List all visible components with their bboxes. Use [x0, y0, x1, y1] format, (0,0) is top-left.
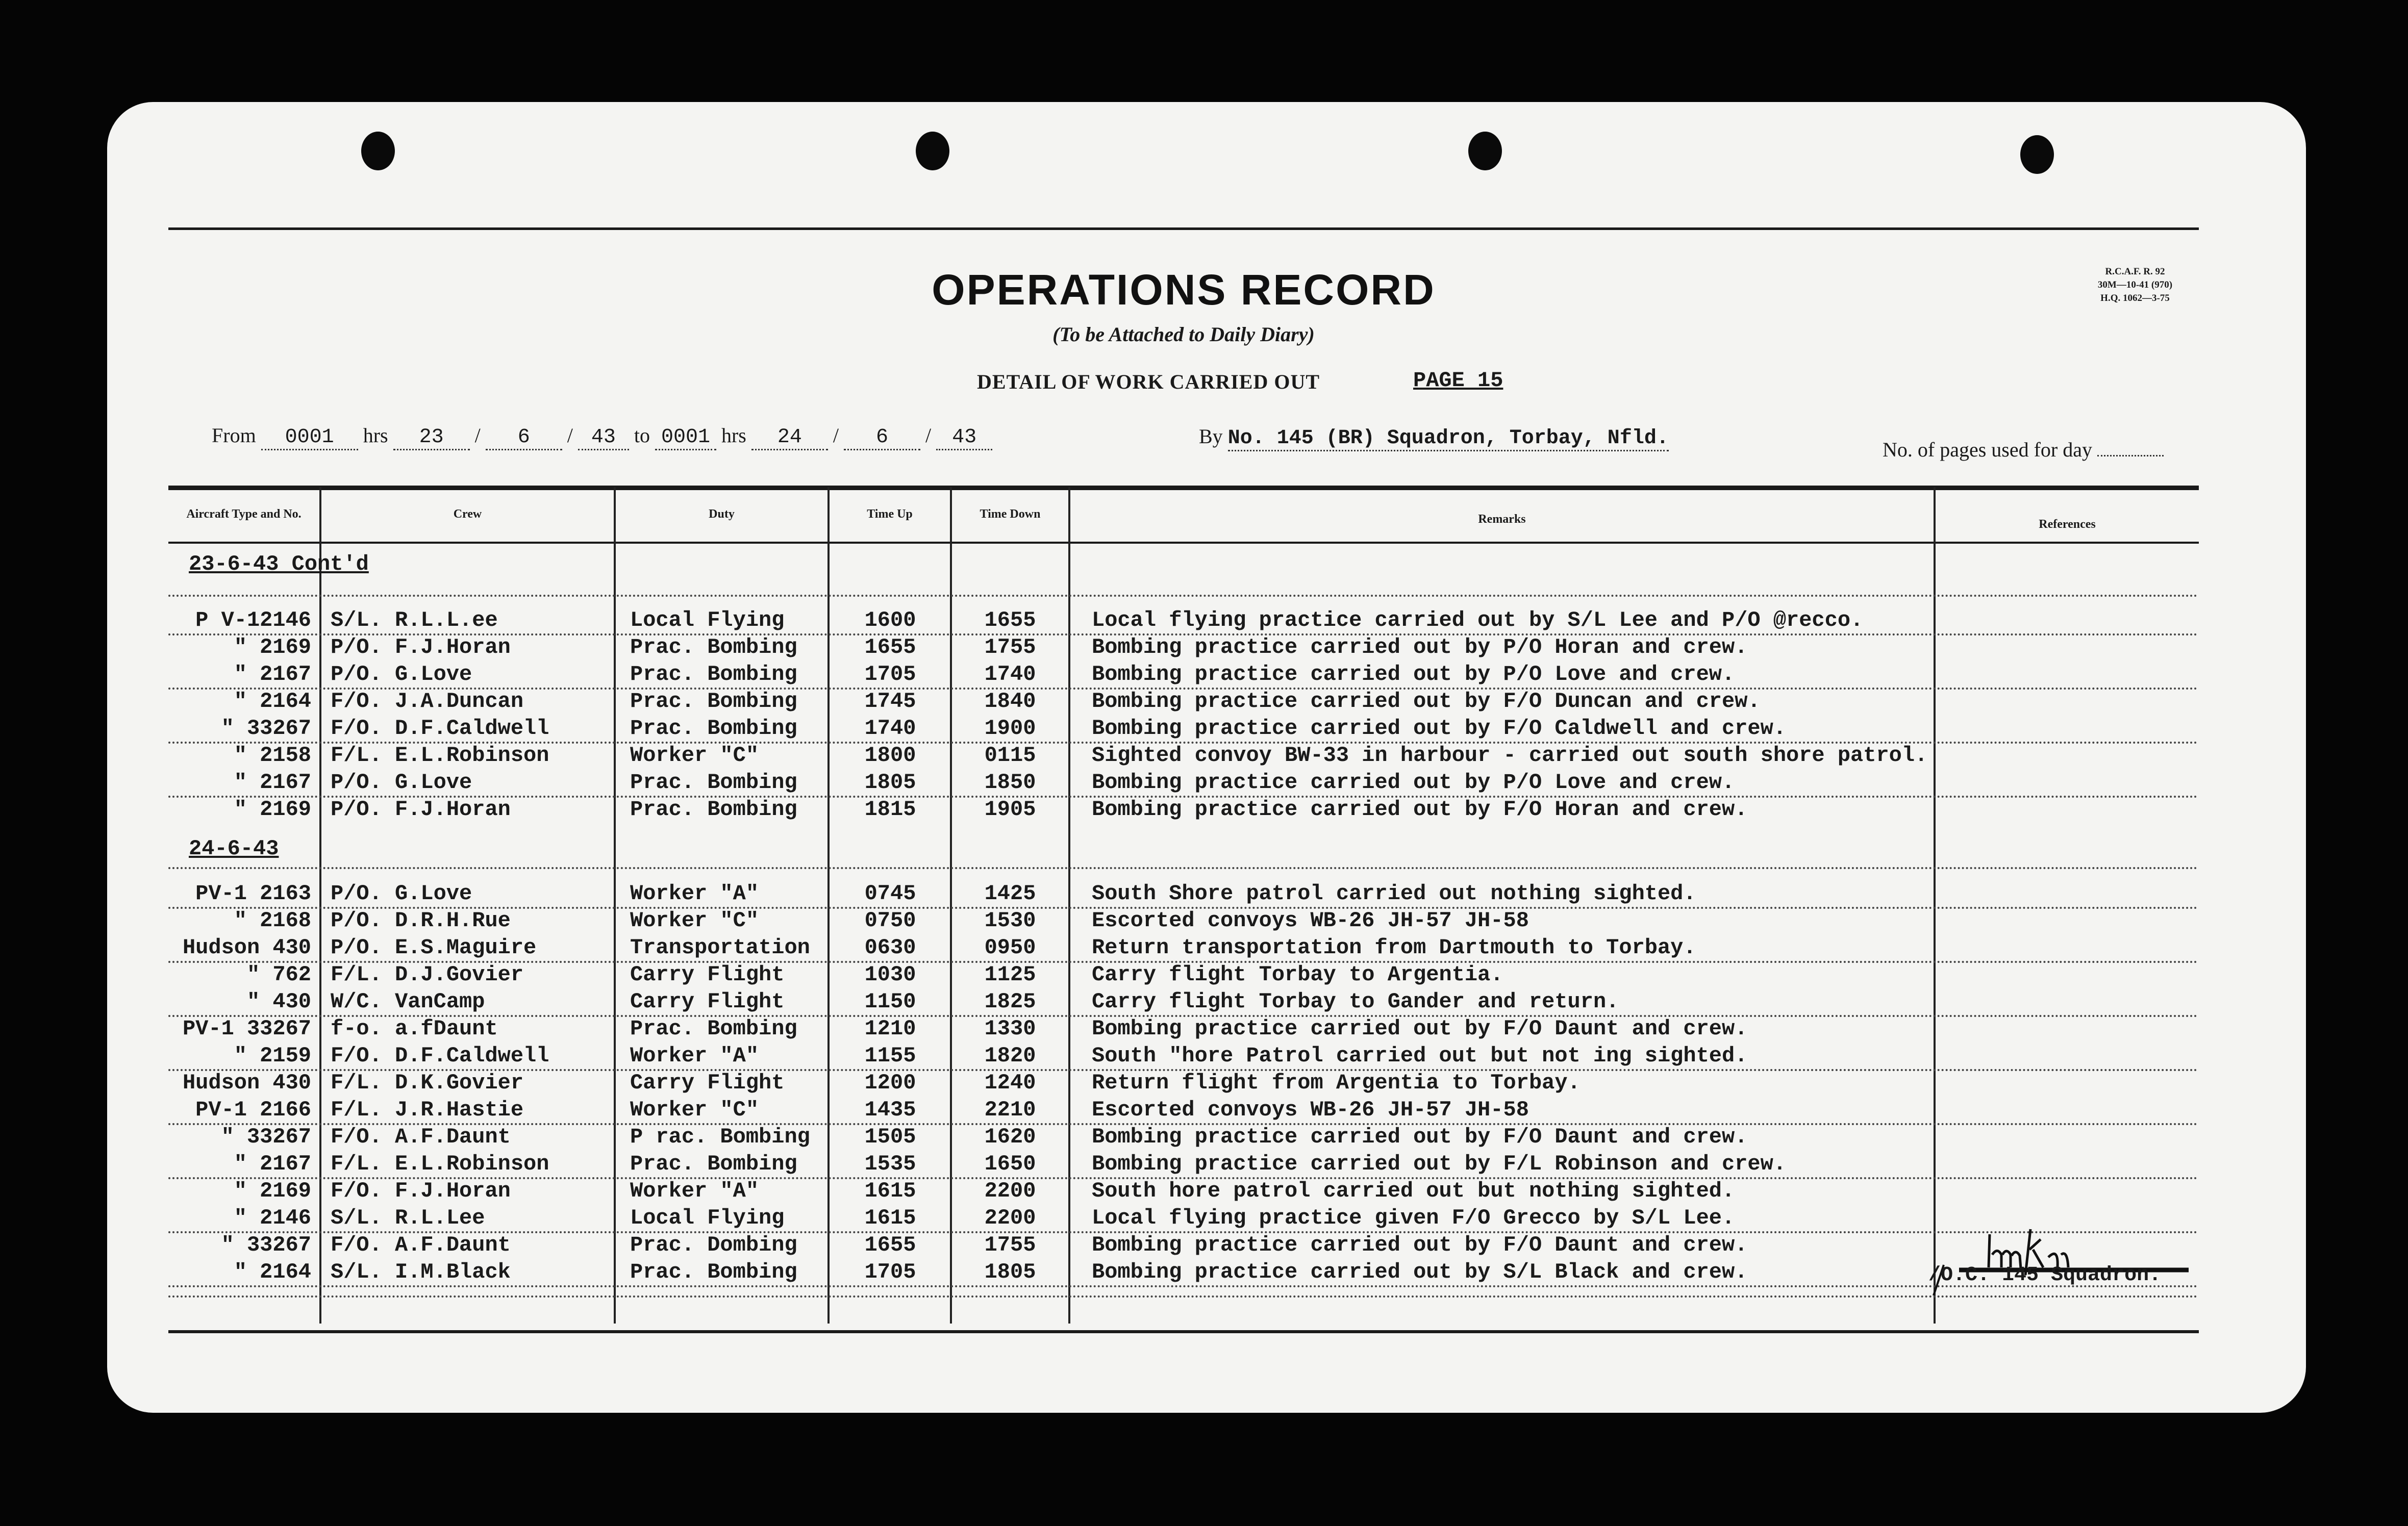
time-down-cell: 1650 [984, 1152, 1036, 1176]
time-down-cell: 1530 [984, 908, 1036, 933]
time-down-cell: 1755 [984, 1233, 1036, 1257]
hrs-label: hrs [363, 424, 388, 447]
remarks-cell: Return flight from Argentia to Torbay. [1092, 1071, 1581, 1095]
remarks-cell: Bombing practice carried out by P/O Love and crew. [1092, 770, 1735, 795]
duty-cell: Prac. Bombing [630, 1260, 797, 1284]
hrs-label: hrs [721, 424, 746, 447]
top-rule [168, 227, 2199, 230]
column-header-duty: Duty [709, 507, 735, 521]
remarks-cell: Bombing practice carried out by F/O Daunt and crew. [1092, 1125, 1748, 1149]
unit-name: No. 145 (BR) Squadron, Torbay, Nfld. [1228, 427, 1669, 451]
crew-cell: P/O. F.J.Horan [331, 797, 511, 822]
table-top-rule [168, 486, 2199, 490]
time-up-cell: 1150 [864, 989, 916, 1014]
table-row [0, 1151, 2408, 1177]
table-row [0, 907, 2408, 934]
time-down-cell: 1805 [984, 1260, 1036, 1284]
table-row [0, 1042, 2408, 1069]
crew-cell: F/L. D.J.Govier [331, 962, 524, 987]
crew-cell: P/O. E.S.Maguire [331, 935, 537, 960]
from-day: 23 [393, 426, 470, 450]
crew-cell: F/L. E.L.Robinson [331, 743, 549, 768]
time-up-cell: 1615 [864, 1206, 916, 1230]
time-down-cell: 1740 [984, 662, 1036, 686]
column-header-time-up: Time Up [867, 507, 913, 521]
duty-cell: Prac. Bombing [630, 797, 797, 822]
table-row [0, 880, 2408, 907]
table-row [0, 988, 2408, 1015]
time-up-cell: 1815 [864, 797, 916, 822]
duty-cell: Prac. Bombing [630, 635, 797, 659]
crew-cell: F/L. D.K.Govier [331, 1071, 524, 1095]
duty-cell: Prac. Bombing [630, 716, 797, 741]
table-row [0, 1097, 2408, 1123]
column-header-aircraft: Aircraft Type and No. [186, 507, 302, 521]
crew-cell: P/O. D.R.H.Rue [331, 908, 511, 933]
aircraft-cell: " 2159 [234, 1044, 311, 1068]
time-down-cell: 1825 [984, 989, 1036, 1014]
to-month: 6 [844, 426, 920, 450]
crew-cell: S/L. R.L.Lee [331, 1206, 485, 1230]
time-up-cell: 0630 [864, 935, 916, 960]
crew-cell: F/O. J.A.Duncan [331, 689, 524, 714]
time-up-cell: 1615 [864, 1179, 916, 1203]
remarks-cell: Return transportation from Dartmouth to Torbay. [1092, 935, 1696, 960]
crew-cell: S/L. I.M.Black [331, 1260, 511, 1284]
dotted-ruling [168, 1285, 2199, 1287]
punch-hole [1468, 132, 1502, 170]
form-ref-line: H.Q. 1062—3-75 [2100, 293, 2170, 303]
crew-cell: F/L. E.L.Robinson [331, 1152, 549, 1176]
remarks-cell: Local flying practice given F/O Grecco by S/L Lee. [1092, 1206, 1735, 1230]
crew-cell: S/L. R.L.L.ee [331, 608, 498, 632]
time-down-cell: 1905 [984, 797, 1036, 822]
detail-label: DETAIL OF WORK CARRIED OUT [977, 370, 1320, 393]
table-row [0, 796, 2408, 823]
table-row [0, 607, 2408, 633]
duty-cell: P rac. Bombing [630, 1125, 810, 1149]
duty-cell: Local Flying [630, 1206, 785, 1230]
signature-title: /O.C. 145 Squadron. [1928, 1264, 2162, 1287]
remarks-cell: Bombing practice carried out by F/O Daunt and crew. [1092, 1233, 1748, 1257]
time-up-cell: 1740 [864, 716, 916, 741]
table-row [0, 688, 2408, 715]
from-label: From [212, 424, 256, 447]
aircraft-cell: " 2158 [234, 743, 311, 768]
time-up-cell: 1655 [864, 635, 916, 659]
aircraft-cell: " 2167 [234, 1152, 311, 1176]
table-bottom-rule [168, 1330, 2199, 1333]
remarks-cell: Bombing practice carried out by F/O Duncan and crew. [1092, 689, 1761, 714]
crew-cell: F/O. D.F.Caldwell [331, 716, 549, 741]
time-down-cell: 2210 [984, 1098, 1036, 1122]
time-down-cell: 2200 [984, 1206, 1036, 1230]
from-time: 0001 [261, 426, 358, 450]
aircraft-cell: " 2169 [234, 635, 311, 659]
section-date: 24-6-43 [189, 836, 279, 861]
crew-cell: P/O. F.J.Horan [331, 635, 511, 659]
time-down-cell: 1425 [984, 881, 1036, 906]
punch-hole [361, 132, 395, 170]
time-up-cell: 1705 [864, 1260, 916, 1284]
remarks-cell: Escorted convoys WB-26 JH-57 JH-58 [1092, 908, 1529, 933]
punch-hole [916, 132, 949, 170]
remarks-cell: Bombing practice carried out by P/O Love and crew. [1092, 662, 1735, 686]
time-up-cell: 1505 [864, 1125, 916, 1149]
time-down-cell: 0115 [984, 743, 1036, 768]
duty-cell: Carry Flight [630, 1071, 785, 1095]
duty-cell: Prac. Bombing [630, 1152, 797, 1176]
crew-cell: F/O. F.J.Horan [331, 1179, 511, 1203]
remarks-cell: Carry flight Torbay to Argentia. [1092, 962, 1503, 987]
dotted-ruling [168, 595, 2199, 597]
aircraft-cell: " 762 [246, 962, 311, 987]
time-up-cell: 1535 [864, 1152, 916, 1176]
unit-line [1199, 424, 1669, 451]
aircraft-cell: PV-1 2163 [195, 881, 311, 906]
form-reference [2051, 265, 2219, 305]
time-down-cell: 1820 [984, 1044, 1036, 1068]
aircraft-cell: Hudson 430 [182, 1071, 311, 1095]
aircraft-cell: " 2169 [234, 1179, 311, 1203]
duty-cell: Worker "A" [630, 1044, 759, 1068]
dotted-ruling [168, 1295, 2199, 1298]
column-header-time-down: Time Down [980, 507, 1041, 521]
table-row [0, 634, 2408, 660]
time-up-cell: 1155 [864, 1044, 916, 1068]
duty-cell: Carry Flight [630, 962, 785, 987]
time-up-cell: 1600 [864, 608, 916, 632]
duty-cell: Carry Flight [630, 989, 785, 1014]
time-down-cell: 1850 [984, 770, 1036, 795]
duty-cell: Worker "A" [630, 1179, 759, 1203]
remarks-cell: Bombing practice carried out by S/L Black and crew. [1092, 1260, 1748, 1284]
column-header-references: References [2039, 518, 2096, 531]
time-up-cell: 0750 [864, 908, 916, 933]
time-down-cell: 1840 [984, 689, 1036, 714]
remarks-cell: Bombing practice carried out by F/O Horan and crew. [1092, 797, 1748, 822]
time-up-cell: 1200 [864, 1071, 916, 1095]
duty-cell: Worker "C" [630, 908, 759, 933]
time-down-cell: 2200 [984, 1179, 1036, 1203]
duty-cell: Worker "C" [630, 1098, 759, 1122]
time-down-cell: 1620 [984, 1125, 1036, 1149]
time-up-cell: 1800 [864, 743, 916, 768]
crew-cell: F/L. J.R.Hastie [331, 1098, 524, 1122]
remarks-cell: Local flying practice carried out by S/L Lee and P/O @recco. [1092, 608, 1864, 632]
table-row [0, 769, 2408, 796]
table-row [0, 1178, 2408, 1204]
column-header-crew: Crew [453, 507, 482, 521]
aircraft-cell: Hudson 430 [182, 935, 311, 960]
aircraft-cell: " 2164 [234, 1260, 311, 1284]
table-row [0, 742, 2408, 769]
crew-cell: P/O. G.Love [331, 662, 472, 686]
form-ref-line: R.C.A.F. R. 92 [2105, 266, 2165, 277]
duty-cell: Prac. Bombing [630, 1016, 797, 1041]
by-label: By [1199, 425, 1223, 448]
remarks-cell: Bombing practice carried out by P/O Horan and crew. [1092, 635, 1748, 659]
time-down-cell: 0950 [984, 935, 1036, 960]
remarks-cell: Carry flight Torbay to Gander and return. [1092, 989, 1619, 1014]
from-month: 6 [486, 426, 562, 450]
pages-used-label: No. of pages used for day [1883, 438, 2092, 461]
to-label: to [634, 424, 650, 447]
punch-hole [2020, 135, 2054, 174]
remarks-cell: South Shore patrol carried out nothing sighted. [1092, 881, 1696, 906]
column-header-remarks: Remarks [1478, 513, 1526, 526]
aircraft-cell: " 2168 [234, 908, 311, 933]
time-up-cell: 1210 [864, 1016, 916, 1041]
time-down-cell: 1330 [984, 1016, 1036, 1041]
table-row [0, 961, 2408, 988]
aircraft-cell: " 430 [246, 989, 311, 1014]
table-row [0, 1015, 2408, 1042]
form-ref-line: 30M—10-41 (970) [2097, 279, 2173, 290]
time-down-cell: 1755 [984, 635, 1036, 659]
remarks-cell: Bombing practice carried out by F/O Daunt and crew. [1092, 1016, 1748, 1041]
remarks-cell: South "hore Patrol carried out but not ing sighted. [1092, 1044, 1748, 1068]
remarks-cell: South hore patrol carried out but nothing sighted. [1092, 1179, 1735, 1203]
crew-cell: f-o. a.fDaunt [331, 1016, 498, 1041]
duty-cell: Worker "A" [630, 881, 759, 906]
crew-cell: F/O. A.F.Daunt [331, 1125, 511, 1149]
duty-cell: Prac. Bombing [630, 689, 797, 714]
crew-cell: F/O. A.F.Daunt [331, 1233, 511, 1257]
table-row [0, 1070, 2408, 1096]
time-up-cell: 1435 [864, 1098, 916, 1122]
aircraft-cell: P V-12146 [195, 608, 311, 632]
time-down-cell: 1900 [984, 716, 1036, 741]
aircraft-cell: " 33267 [221, 1233, 311, 1257]
duty-cell: Local Flying [630, 608, 785, 632]
crew-cell: F/O. D.F.Caldwell [331, 1044, 549, 1068]
table-row [0, 715, 2408, 742]
to-day: 24 [751, 426, 828, 450]
table-row [0, 1124, 2408, 1150]
crew-cell: P/O. G.Love [331, 770, 472, 795]
table-row [0, 661, 2408, 688]
aircraft-cell: " 33267 [221, 1125, 311, 1149]
document-subtitle: (To be Attached to Daily Diary) [1052, 323, 1315, 346]
time-up-cell: 1030 [864, 962, 916, 987]
aircraft-cell: " 33267 [221, 716, 311, 741]
aircraft-cell: " 2146 [234, 1206, 311, 1230]
remarks-cell: Bombing practice carried out by F/O Caldwell and crew. [1092, 716, 1787, 741]
crew-cell: P/O. G.Love [331, 881, 472, 906]
aircraft-cell: PV-1 33267 [182, 1016, 311, 1041]
period-line: From 0001 hrs 23 / 6 / 43 to 0001 hrs 24 / 6 / 43 [212, 423, 992, 450]
time-up-cell: 0745 [864, 881, 916, 906]
aircraft-cell: " 2164 [234, 689, 311, 714]
section-date: 23-6-43 Cont'd [189, 552, 369, 576]
time-up-cell: 1745 [864, 689, 916, 714]
aircraft-cell: " 2167 [234, 770, 311, 795]
table-row [0, 934, 2408, 961]
aircraft-cell: " 2167 [234, 662, 311, 686]
to-year: 43 [936, 426, 992, 450]
remarks-cell: Escorted convoys WB-26 JH-57 JH-58 [1092, 1098, 1529, 1122]
from-year: 43 [578, 426, 629, 450]
duty-cell: Prac. Dombing [630, 1233, 797, 1257]
duty-cell: Prac. Bombing [630, 770, 797, 795]
dotted-ruling [168, 867, 2199, 869]
crew-cell: W/C. VanCamp [331, 989, 485, 1014]
page-number: PAGE 15 [1413, 368, 1503, 393]
time-down-cell: 1240 [984, 1071, 1036, 1095]
document-title: OPERATIONS RECORD [932, 266, 1436, 314]
to-time: 0001 [655, 426, 716, 450]
duty-cell: Prac. Bombing [630, 662, 797, 686]
time-down-cell: 1125 [984, 962, 1036, 987]
pages-used-line [1883, 438, 2164, 462]
time-up-cell: 1805 [864, 770, 916, 795]
remarks-cell: Sighted convoy BW-33 in harbour - carried out south shore patrol. [1092, 743, 1928, 768]
duty-cell: Worker "C" [630, 743, 759, 768]
pages-used-value [2097, 455, 2164, 456]
duty-cell: Transportation [630, 935, 810, 960]
time-up-cell: 1705 [864, 662, 916, 686]
aircraft-cell: PV-1 2166 [195, 1098, 311, 1122]
aircraft-cell: " 2169 [234, 797, 311, 822]
time-up-cell: 1655 [864, 1233, 916, 1257]
time-down-cell: 1655 [984, 608, 1036, 632]
remarks-cell: Bombing practice carried out by F/L Robinson and crew. [1092, 1152, 1787, 1176]
table-header-rule [168, 542, 2199, 544]
